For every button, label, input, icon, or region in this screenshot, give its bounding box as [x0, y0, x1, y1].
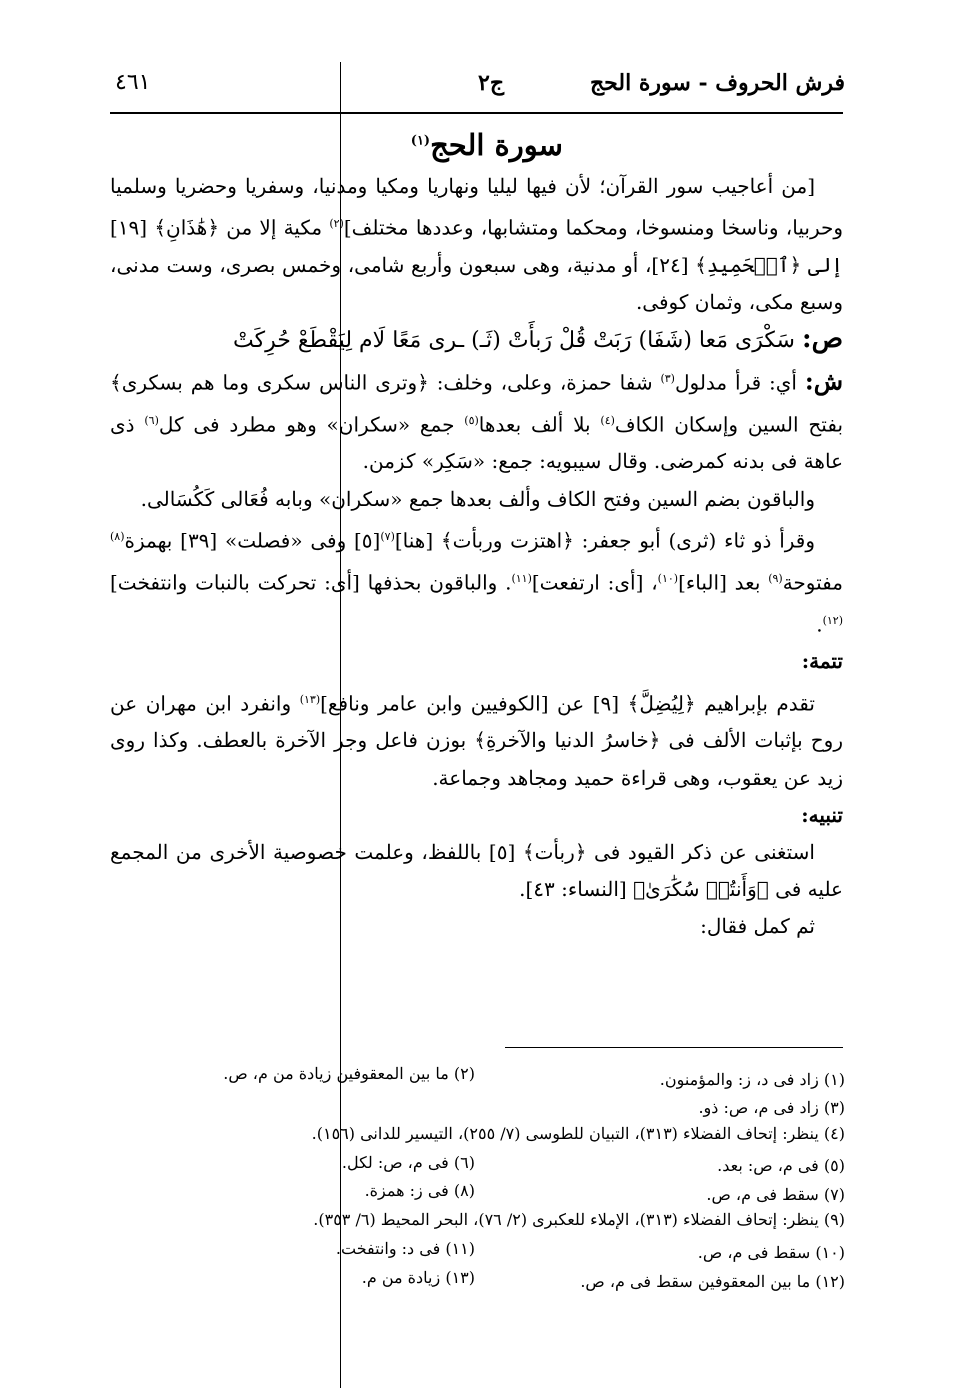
text-span: ، [أى: ارتفعت]: [531, 570, 658, 595]
surah-title-text: سورة الحج: [430, 128, 563, 162]
running-header-title: فرش الحروف - سورة الحج: [589, 70, 845, 96]
footnote: (٨) فى ز: همزة.: [364, 1181, 475, 1200]
footnote-ref: (٣): [660, 371, 675, 385]
text-span: مفتوحة: [782, 570, 843, 595]
footnote: (١٣) زيادة من م.: [361, 1268, 475, 1287]
footnote: (١١) فى د: وانتفخت.: [335, 1239, 475, 1258]
page-number: ٤٦١: [115, 70, 151, 95]
text-span: بلا ألف بعدها: [478, 412, 601, 437]
poem-label: ص:: [801, 324, 843, 355]
text-span: وقرأ ذو ثاء (ثرى) أبو جعفر: ﴿اهتزت وربأت﴾ [هنا]: [394, 528, 816, 553]
footnote: (٧) سقط فى م، ص.: [706, 1185, 845, 1204]
text-span: شفا حمزة، وعلى، وخلف: ﴿وترى الناس سكرى وما هم بسكرى﴾ بفتح السين وإسكان الكاف: [110, 370, 844, 437]
main-text: [110, 168, 843, 946]
footnote-ref: (٨): [110, 529, 125, 543]
poem-line: [110, 321, 843, 359]
footnote-ref: (١٢): [822, 613, 843, 627]
footnote-rule: [505, 1047, 843, 1048]
heading-tanbih: تنبيه:: [801, 802, 843, 827]
footnote: (٢) ما بين المعقوفين زيادة من م، ص.: [223, 1064, 475, 1083]
header-rule: [110, 112, 843, 114]
footnote: (١) زاد فى د، ز: والمؤمنون.: [659, 1070, 845, 1089]
text-span: [من أعاجيب سور القرآن؛ لأن فيها ليليا ونهاريا ومكيا ومدنيا، وسفريا وحضريا وسلميا وحربيا، وناسخا ومنسوخا، ومحكما ومتشابها، وعددها مختلف]: [110, 174, 843, 240]
footnote-ref: (٦): [144, 413, 159, 427]
footnote-ref: (٢): [329, 217, 344, 231]
text-span: تقدم بإبراهيم ﴿لِيُضِلَّ﴾ [٩] عن [الكوفيين وابن عامر ونافع]: [320, 691, 815, 716]
paragraph-others: والباقون بضم السين وفتح الكاف وألف بعدها جمع «سكران» وبابه فُعَالى كَكُسَالى.: [140, 486, 815, 511]
text-span: بعد [الباء]: [678, 570, 769, 595]
text-span: مكية إلا من ﴿هَٰذَانِ﴾ [١٩] إلى ﴿ٱلۡحَمِيدِ﴾ [٢٤]، أو مدنية، وهى سبعون وأربع شامى، وخمس بصرى، وست مدنى، وسبع مكى، وثمان كوفى.: [110, 215, 843, 315]
text-span: وانفرد ابن مهران عن روح بإثبات الألف فى ﴿خاسرُ الدنيا والآخرةِ﴾ بوزن فاعل وجر الآخرة بالعطف. وكذا روى زيد عن يعقوب، وهى قراءة حميد ومجاهد وجماعة.: [110, 691, 843, 790]
footnote-ref: (١١): [511, 571, 532, 585]
text-span: أي: قرأ مدلول: [674, 370, 805, 395]
footnote: (٥) فى م، ص: بعد.: [717, 1156, 845, 1175]
footnote: (١٢) ما بين المعقوفين سقط فى م، ص.: [580, 1272, 845, 1291]
paragraph-closing: ثم كمل فقال:: [700, 914, 815, 939]
heading-tatimma: تتمة:: [801, 649, 843, 674]
poem-text: سَكْرَى مَعا (شَفَا) رَبَتْ قُلْ رَبأَتْ (ثَـ) ـرى مَعًا لَام لِيَقْطَعْ حُرِكَتْ: [233, 328, 795, 354]
running-header-volume: ج٢: [478, 70, 505, 96]
footnote: (٦) فى م، ص: لكل.: [341, 1153, 475, 1172]
paragraph-tatimma: [110, 681, 843, 797]
footnote: (٣) زاد فى م، ص: ذو.: [698, 1098, 845, 1117]
footnote-ref: (١): [410, 133, 431, 149]
surah-title: [411, 128, 563, 162]
footnote-ref: (١٣): [299, 692, 321, 706]
paragraph-tanbih: استغنى عن ذكر القيود فى ﴿ربأت﴾ [٥] باللفظ، وعلمت خصوصية الأخرى من المجمع عليه فى ﴿وَأَنتُمۡ سُكَٰرَىٰ﴾ [النساء: ٤٣].: [110, 840, 843, 902]
text-span: . والباقون بحذفها [أى: تحركت بالنبات وانتفخت]: [110, 570, 512, 595]
footnote: (٤) ينظر: إتحاف الفضلاء (٣١٣)، التبيان للطوسى (٧/ ٢٥٥)، التيسير للدانى (١٥٦).: [311, 1124, 845, 1143]
text-span: [٥] وفى «فصلت» [٣٩] بهمزة: [124, 528, 381, 553]
paragraph-intro: [110, 168, 843, 321]
text-span: جمع «سكران» وهو مطرد فى كل: [158, 412, 465, 437]
footnote: (٩) ينظر: إتحاف الفضلاء (٣١٣)، الإملاء للعكبرى (٢/ ٧٦)، البحر المحيط (٦/ ٣٥٣).: [313, 1210, 845, 1229]
footnote-ref: (٩): [768, 571, 783, 585]
commentary-label: ش:: [804, 366, 843, 396]
footnote: (١٠) سقط فى م، ص.: [697, 1243, 845, 1262]
text-span: .: [816, 612, 823, 637]
footnote-ref: (٧): [380, 529, 395, 543]
paragraph-abu-jafar: [110, 518, 843, 644]
footnote-ref: (٤): [600, 413, 615, 427]
text-span: ذى عاهة فى بدنه كمرضى. وقال سيبويه: جمع: «سَكِر» كزمن.: [110, 412, 843, 474]
footnote-ref: (٥): [464, 413, 479, 427]
footnote-ref: (١٠): [657, 571, 679, 585]
paragraph-commentary: [110, 360, 843, 481]
